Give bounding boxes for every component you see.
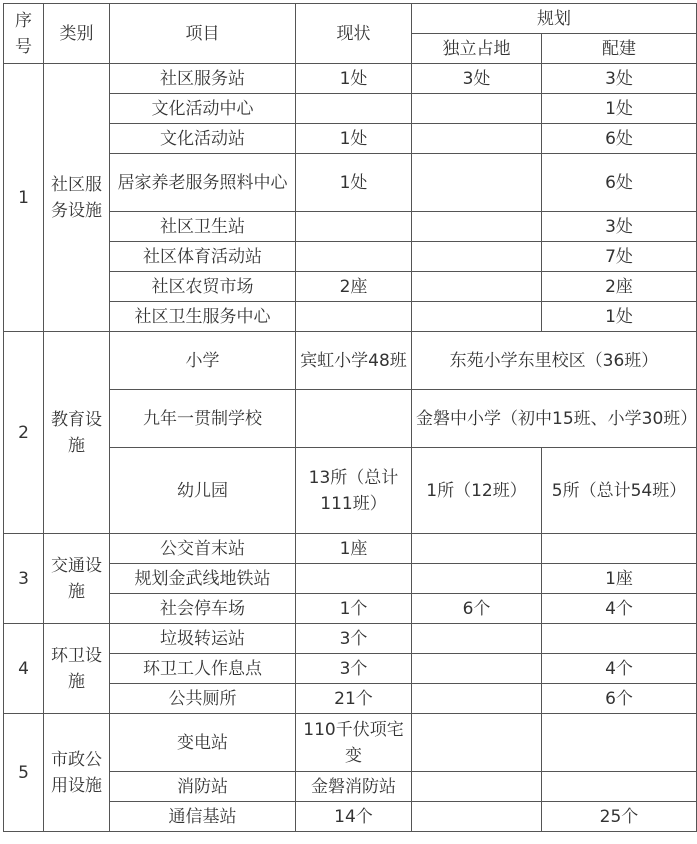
status-cell (296, 94, 412, 124)
item-cell: 社区农贸市场 (110, 272, 296, 302)
group-category: 环卫设施 (44, 624, 110, 714)
attached-cell: 6个 (542, 684, 697, 714)
status-cell: 2座 (296, 272, 412, 302)
attached-cell: 1座 (542, 564, 697, 594)
item-cell: 幼儿园 (110, 448, 296, 534)
header-independent: 独立占地 (412, 34, 542, 64)
independent-cell (412, 212, 542, 242)
independent-cell (412, 624, 542, 654)
status-cell (296, 564, 412, 594)
item-cell: 消防站 (110, 772, 296, 802)
independent-cell (412, 124, 542, 154)
attached-cell (542, 624, 697, 654)
header-status: 现状 (296, 4, 412, 64)
attached-cell: 25个 (542, 802, 697, 832)
status-cell (296, 212, 412, 242)
independent-cell: 3处 (412, 64, 542, 94)
item-cell: 九年一贯制学校 (110, 390, 296, 448)
group-category: 社区服务设施 (44, 64, 110, 332)
table-row (4, 534, 697, 564)
attached-cell: 4个 (542, 594, 697, 624)
table-row (4, 332, 697, 390)
status-cell: 1处 (296, 64, 412, 94)
group-category: 市政公用设施 (44, 714, 110, 832)
item-cell: 公交首末站 (110, 534, 296, 564)
table-row (4, 714, 697, 772)
table-row (4, 624, 697, 654)
attached-cell (542, 714, 697, 772)
attached-cell (542, 534, 697, 564)
item-cell: 变电站 (110, 714, 296, 772)
group-seq: 5 (4, 714, 44, 832)
status-cell (296, 242, 412, 272)
status-cell: 金磐消防站 (296, 772, 412, 802)
group-category: 交通设施 (44, 534, 110, 624)
status-cell: 宾虹小学48班 (296, 332, 412, 390)
item-cell: 社区服务站 (110, 64, 296, 94)
item-cell: 文化活动中心 (110, 94, 296, 124)
status-cell: 1个 (296, 594, 412, 624)
group-seq: 2 (4, 332, 44, 534)
independent-cell (412, 94, 542, 124)
item-cell: 文化活动站 (110, 124, 296, 154)
independent-cell (412, 714, 542, 772)
item-cell: 规划金武线地铁站 (110, 564, 296, 594)
item-cell: 环卫工人作息点 (110, 654, 296, 684)
status-cell: 13所（总计111班） (296, 448, 412, 534)
item-cell: 公共厕所 (110, 684, 296, 714)
group-category: 教育设施 (44, 332, 110, 534)
item-cell: 社区体育活动站 (110, 242, 296, 272)
group-seq: 3 (4, 534, 44, 624)
item-cell: 社区卫生服务中心 (110, 302, 296, 332)
independent-cell (412, 302, 542, 332)
attached-cell: 1处 (542, 94, 697, 124)
independent-cell (412, 154, 542, 212)
attached-cell: 1处 (542, 302, 697, 332)
status-cell: 1处 (296, 154, 412, 212)
attached-cell (542, 772, 697, 802)
attached-cell: 3处 (542, 64, 697, 94)
independent-cell (412, 564, 542, 594)
independent-cell: 1所（12班） (412, 448, 542, 534)
attached-cell: 2座 (542, 272, 697, 302)
header-item: 项目 (110, 4, 296, 64)
attached-cell: 3处 (542, 212, 697, 242)
independent-cell (412, 654, 542, 684)
item-cell: 小学 (110, 332, 296, 390)
header-seq: 序号 (4, 4, 44, 64)
attached-cell: 6处 (542, 154, 697, 212)
group-seq: 1 (4, 64, 44, 332)
attached-cell: 7处 (542, 242, 697, 272)
independent-cell (412, 684, 542, 714)
status-cell: 3个 (296, 654, 412, 684)
status-cell: 14个 (296, 802, 412, 832)
plan-merged-cell: 金磐中小学（初中15班、小学30班） (412, 390, 697, 448)
plan-merged-cell: 东苑小学东里校区（36班） (412, 332, 697, 390)
item-cell: 垃圾转运站 (110, 624, 296, 654)
status-cell (296, 302, 412, 332)
header-category: 类别 (44, 4, 110, 64)
status-cell: 1处 (296, 124, 412, 154)
status-cell: 110千伏项宅变 (296, 714, 412, 772)
table-row (4, 64, 697, 94)
item-cell: 社区卫生站 (110, 212, 296, 242)
attached-cell: 6处 (542, 124, 697, 154)
independent-cell (412, 272, 542, 302)
status-cell: 21个 (296, 684, 412, 714)
independent-cell (412, 242, 542, 272)
group-seq: 4 (4, 624, 44, 714)
attached-cell: 5所（总计54班） (542, 448, 697, 534)
header-attached: 配建 (542, 34, 697, 64)
item-cell: 居家养老服务照料中心 (110, 154, 296, 212)
independent-cell (412, 802, 542, 832)
item-cell: 通信基站 (110, 802, 296, 832)
header-plan: 规划 (412, 4, 697, 34)
independent-cell: 6个 (412, 594, 542, 624)
independent-cell (412, 534, 542, 564)
status-cell (296, 390, 412, 448)
facility-plan-table (3, 3, 697, 832)
independent-cell (412, 772, 542, 802)
attached-cell: 4个 (542, 654, 697, 684)
item-cell: 社会停车场 (110, 594, 296, 624)
status-cell: 1座 (296, 534, 412, 564)
status-cell: 3个 (296, 624, 412, 654)
